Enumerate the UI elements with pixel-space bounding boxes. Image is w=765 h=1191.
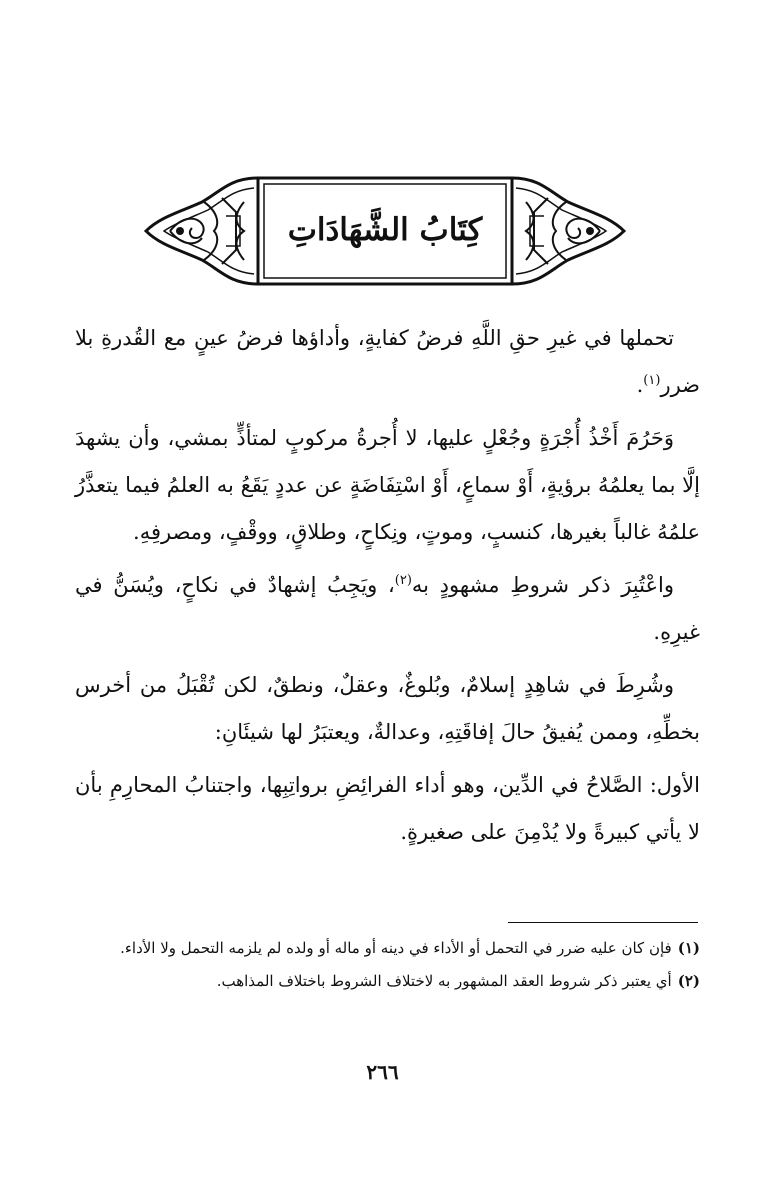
main-text [75, 315, 700, 862]
paragraph-3-text: واعْتُبِرَ ذكر شروطِ مشهودٍ به [411, 573, 674, 597]
paragraph-2: وَحَرُمَ أَخْذُ أُجْرَةٍ وجُعْلٍ عليها، لا أُجرةُ مركوبٍ لمتأذٍّ بمشي، وأن يشهدَ إلَّا بما يعلمُهُ برؤيةٍ، أَوْ سماعٍ، أَوْ اسْتِفَاضَةٍ عن عددٍ يَقَعُ به العلمُ فيما يتعذَّرُ علمُهُ غالباً بغيرها، كنسبٍ، وموتٍ، ونِكاحٍ، وطلاقٍ، ووقْفٍ، ومصرفِهِ. [75, 426, 700, 544]
chapter-header-ornament [140, 172, 630, 290]
paragraph-5: الأول: الصَّلاحُ في الدِّين، وهو أداء الفرائِضِ برواتِبِها، واجتنابُ المحارِمِ بأن لا يأتي كبيرةً ولا يُدْمِنَ على صغيرةٍ. [75, 773, 700, 844]
footnote-1 [75, 932, 700, 965]
paragraph-1-text: تحملها في غيرِ حقِ اللَّهِ فرضُ كفايةٍ، وأداؤها فرضُ عينٍ مع القُدرةِ بلا ضرر [75, 326, 700, 397]
paragraph-3 [75, 562, 700, 656]
footnote-1-text: فإن كان عليه ضرر في التحمل أو الأداء في دينه أو ماله أو ولده لم يلزمه التحمل ولا الأداء. [120, 939, 672, 957]
footnote-ref-2[interactable]: (٢) [394, 573, 412, 588]
footnote-ref-1[interactable]: (١) [643, 373, 661, 388]
paragraph-3-end: ، ويَجِبُ إشهادٌ في نكاحٍ، ويُسَنُّ في غيرِهِ. [75, 573, 700, 644]
paragraph-1 [75, 315, 700, 409]
chapter-title: كِتَابُ الشَّهَادَاتِ [287, 212, 483, 248]
page-number: ٢٦٦ [366, 1060, 399, 1084]
footnote-2-text: أي يعتبر ذكر شروط العقد المشهور به لاختلاف الشروط باختلاف المذاهب. [216, 972, 672, 990]
paragraph-1-end: . [636, 373, 644, 397]
footnotes [75, 932, 700, 998]
footnote-2 [75, 965, 700, 998]
paragraph-4: وشُرِطَ في شاهِدٍ إسلامٌ، وبُلوغٌ، وعقلٌ، ونطقٌ، لكن تُقْبَلُ من أخرس بخطِّهِ، وممن يُفيقُ حالَ إفاقَتِهِ، وعدالةٌ، ويعتبَرُ لها شيئَانِ: [75, 673, 700, 744]
footnote-1-number: (١) [677, 939, 700, 957]
footnote-separator [508, 922, 698, 923]
footnote-2-number: (٢) [677, 972, 700, 990]
